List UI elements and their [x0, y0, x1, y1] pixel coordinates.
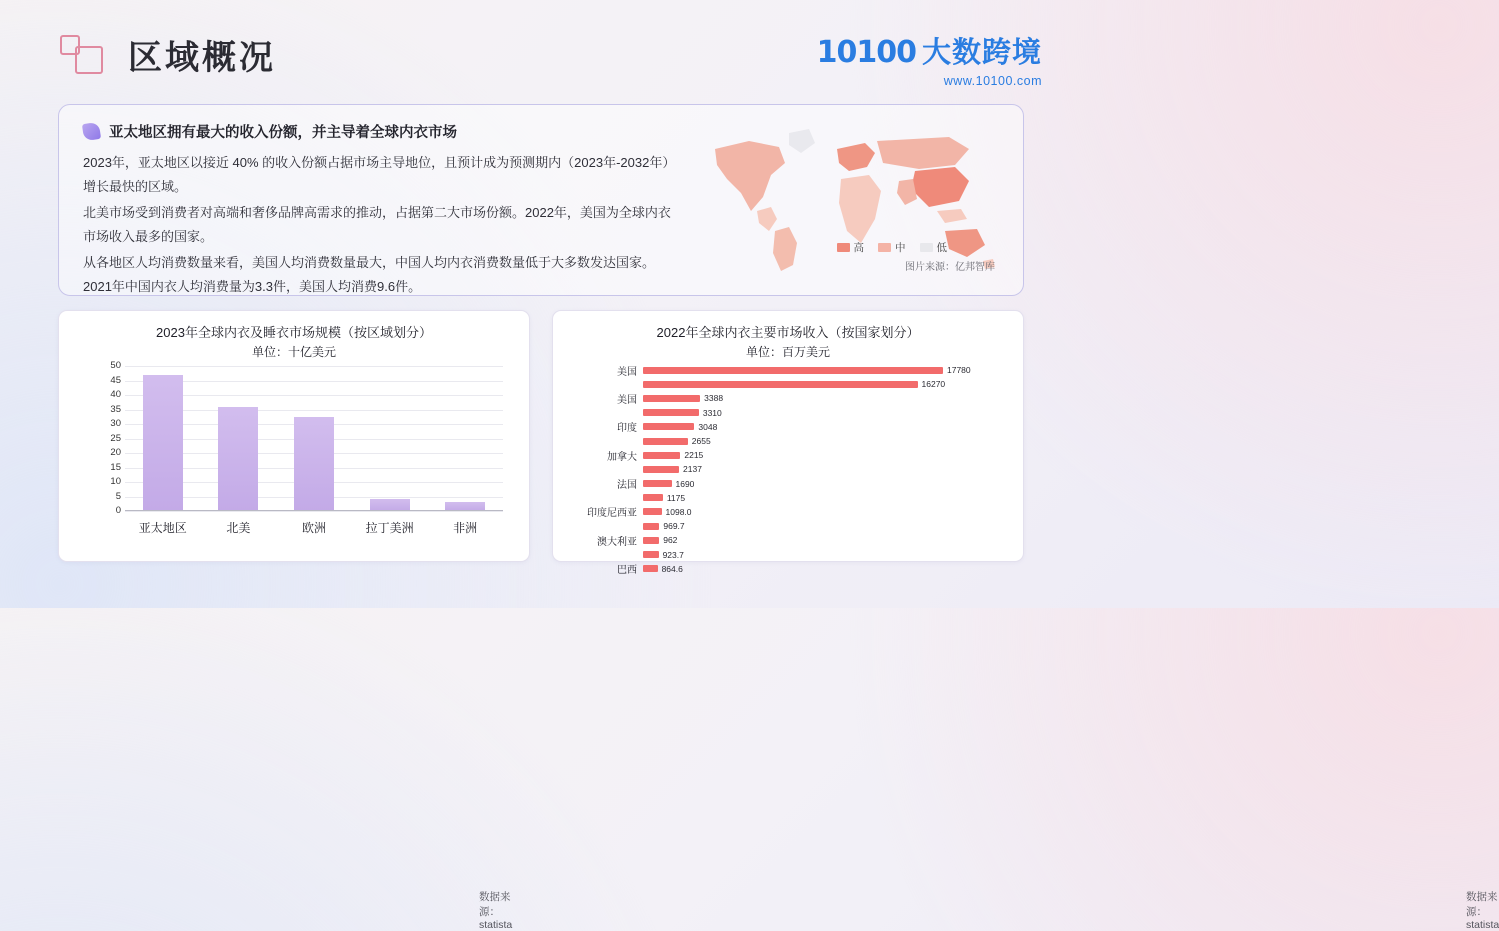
chart1-bar-slot — [201, 366, 277, 511]
chart2-category-label: 法国 — [617, 480, 637, 492]
chart2-bar-wrap — [643, 491, 1009, 505]
chart2-bar — [643, 565, 658, 572]
chart2-value-label: 17780 — [947, 365, 971, 376]
chart2-bar-wrap — [643, 377, 1009, 391]
chart2-value-label: 1690 — [675, 478, 695, 489]
chart1-gridline — [125, 511, 503, 512]
legend-label: 高 — [853, 242, 864, 254]
chart2-subtitle: 单位：百万美元 — [745, 345, 830, 360]
chart2-category-label: 印度 — [617, 423, 637, 435]
chart2-bar-wrap — [643, 462, 1009, 476]
chart2-value-label: 1098.0 — [665, 506, 692, 517]
chart1-y-tick: 5 — [115, 490, 121, 502]
chart1-category-label: 亚太地区 — [138, 521, 187, 535]
chart2-bar — [643, 367, 943, 374]
chart2-bar-wrap — [643, 434, 1009, 448]
chart2-bar — [643, 480, 672, 487]
chart2-bar-wrap — [643, 562, 1009, 576]
chart2-bar — [643, 551, 659, 558]
chart1-y-tick: 45 — [110, 374, 121, 386]
chart2-row — [569, 533, 1009, 547]
chart2-title: 2022年全球内衣主要市场收入（按国家划分） — [656, 325, 920, 340]
chart2-row — [569, 505, 1009, 519]
chart2-bar — [643, 537, 659, 544]
chart2-row — [569, 434, 1009, 448]
legend-label: 低 — [936, 242, 947, 254]
chart2-bar-wrap — [643, 363, 1009, 377]
chart1-y-tick: 0 — [115, 505, 121, 516]
chart2-value-label: 2137 — [683, 464, 702, 475]
brand-name: 大数跨境 — [921, 37, 1042, 69]
map-legend — [837, 240, 948, 255]
chart2-bar-wrap — [643, 406, 1009, 420]
chart2-row — [569, 562, 1009, 576]
legend-item — [920, 240, 948, 255]
chart1-bar-slot — [427, 366, 503, 511]
chart2-row — [569, 462, 1009, 476]
chart2-row — [569, 547, 1009, 561]
chart2-row — [569, 363, 1009, 377]
chart2-bar — [643, 409, 699, 416]
chart2-bar — [643, 466, 679, 473]
chart2-row — [569, 391, 1009, 405]
chart1-category-label: 拉丁美洲 — [365, 521, 414, 535]
chart2-category-label: 澳大利亚 — [597, 536, 637, 548]
chart1-title: 2023年全球内衣及睡衣市场规模（按区域划分） — [156, 325, 432, 340]
chart2-category-label: 美国 — [617, 394, 637, 406]
squares-logo-icon — [60, 35, 106, 75]
chart1-y-tick: 25 — [110, 432, 121, 444]
chart2-bar-wrap — [643, 477, 1009, 491]
chart1-bar — [218, 407, 258, 511]
chart2-value-label: 3048 — [698, 421, 718, 432]
chart1-bar — [143, 375, 183, 511]
world-map-svg — [697, 119, 1007, 279]
chart2-category-label: 美国 — [617, 366, 637, 378]
chart1-bar-slot — [125, 366, 201, 511]
chart1-y-tick: 20 — [110, 447, 121, 458]
chart2-row — [569, 377, 1009, 391]
map-source: 图片来源：亿邦智库 — [905, 262, 995, 273]
brand-number: 10100 — [816, 35, 916, 70]
brand-url: www.10100.com — [943, 74, 1042, 88]
chart2-bar-wrap — [643, 505, 1009, 519]
chart1-y-tick: 30 — [110, 418, 121, 429]
chart1-bar-slot — [276, 366, 352, 511]
chart1-bar-slot — [352, 366, 428, 511]
chart-card-region — [58, 310, 530, 931]
brand-logo — [817, 30, 1042, 88]
summary-paragraph: 北美市场受到消费者对高端和奢侈品牌高需求的推动，占据第二大市场份额。2022年，美国为全球内衣市场收入最多的国家。 — [83, 205, 671, 245]
chart2-value-label: 16270 — [921, 379, 946, 390]
chart2-row — [569, 448, 1009, 462]
summary-panel — [58, 104, 1024, 296]
chart2-value-label: 3310 — [702, 407, 722, 418]
chart2-bar — [643, 452, 680, 459]
chart2-bar — [643, 523, 659, 530]
chart2-bar-wrap — [643, 391, 1009, 405]
chart2-bar — [643, 423, 694, 430]
chart2-rows — [569, 363, 1009, 576]
chart2-row — [569, 491, 1009, 505]
chart2-row — [569, 477, 1009, 491]
chart1-subtitle: 单位：十亿美元 — [251, 345, 336, 360]
chart2-value-label: 962 — [663, 535, 678, 546]
world-map — [697, 119, 1007, 279]
chart2-value-label: 1175 — [666, 492, 686, 503]
chart2-bar — [643, 494, 663, 501]
legend-label: 中 — [895, 242, 906, 254]
chart2-value-label: 2655 — [691, 436, 711, 447]
chart2-category-label: 巴西 — [617, 565, 637, 577]
chart2-value-label: 864.6 — [661, 563, 683, 574]
chart2-bar-wrap — [643, 448, 1009, 462]
summary-paragraph: 从各地区人均消费数量来看，美国人均消费数量最大，中国人均内衣消费数量低于大多数发达国家。2021年中国内衣人均消费量为3.3件，美国人均消费9.6件。 — [83, 255, 656, 295]
chart1-category-label: 北美 — [226, 521, 251, 535]
summary-heading-row — [83, 121, 457, 142]
page-title: 区域概况 — [128, 39, 276, 77]
chart2-row — [569, 420, 1009, 434]
chart2-bar — [643, 381, 918, 388]
chart2-value-label: 969.7 — [663, 521, 685, 532]
chart1-source: 数据来源：statista — [479, 891, 513, 931]
chart1-plot — [110, 360, 503, 516]
chart2-bar-wrap — [643, 420, 1009, 434]
chart1-y-tick: 10 — [110, 476, 121, 487]
chart2-bar-wrap — [643, 547, 1009, 561]
chart2-bar — [643, 438, 688, 445]
chart2-value-label: 2215 — [684, 450, 704, 461]
chart2-category-label: 印度尼西亚 — [587, 508, 637, 520]
chart1-y-tick: 35 — [110, 403, 121, 415]
chart1-x-labels — [125, 519, 503, 536]
chart2-bar-wrap — [643, 519, 1009, 533]
chart2-bar — [643, 508, 662, 515]
summary-body — [83, 151, 683, 301]
summary-heading: 亚太地区拥有最大的收入份额，并主导着全球内衣市场 — [109, 125, 457, 141]
page-header — [60, 30, 276, 79]
chart2-category-label: 加拿大 — [607, 451, 637, 463]
chart-card-country — [552, 310, 1499, 931]
chart2-value-label: 923.7 — [662, 549, 684, 560]
chart2-source: 数据来源：statista — [1466, 891, 1499, 931]
chart1-category-label: 非洲 — [453, 521, 478, 535]
chart2-bar-wrap — [643, 533, 1009, 547]
chart1-y-tick: 15 — [110, 461, 121, 473]
chart2-row — [569, 519, 1009, 533]
legend-item — [837, 240, 865, 255]
chart1-category-label: 欧洲 — [301, 521, 326, 535]
chart2-bar — [643, 395, 700, 402]
chart1-y-tick: 40 — [110, 389, 121, 400]
chart2-value-label: 3388 — [704, 393, 724, 404]
gem-icon — [82, 122, 101, 141]
summary-paragraph: 2023年，亚太地区以接近 40% 的收入份额占据市场主导地位，且预计成为预测期内（2023年-2032年）增长最快的区域。 — [83, 155, 676, 195]
legend-item — [878, 240, 906, 255]
chart2-row — [569, 406, 1009, 420]
chart1-y-tick: 50 — [110, 360, 121, 371]
chart1-bar — [294, 417, 334, 511]
